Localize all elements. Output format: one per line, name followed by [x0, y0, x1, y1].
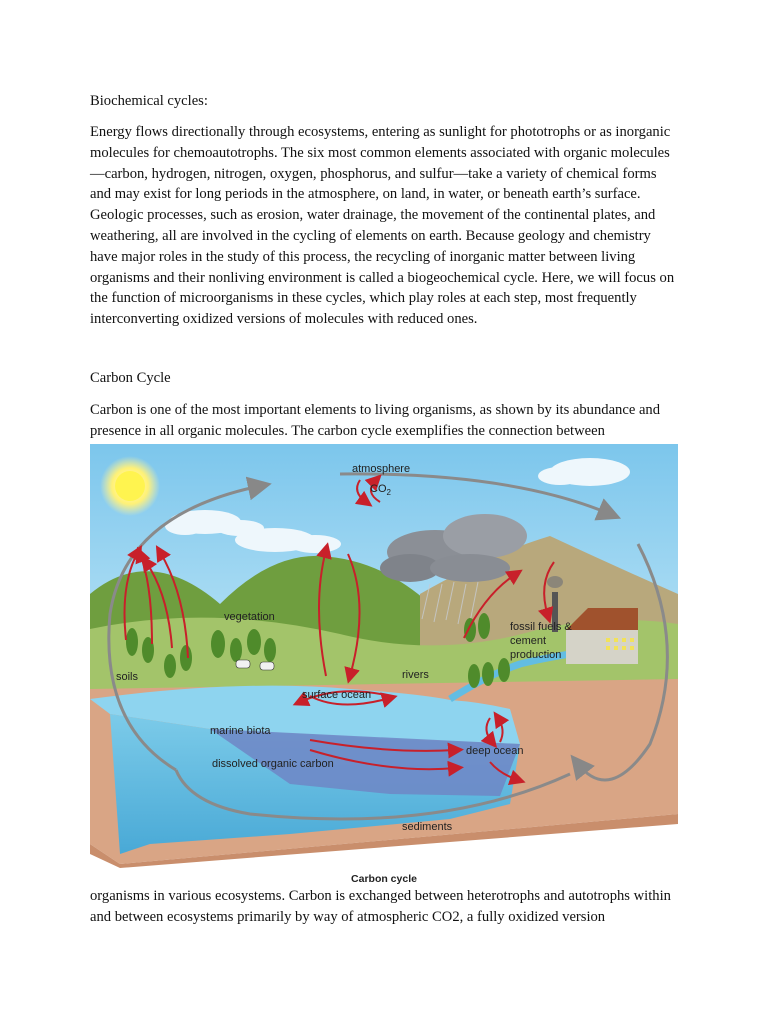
- label-sediments: sediments: [402, 821, 453, 833]
- label-co2: $CO_2$: [370, 483, 391, 497]
- carbon-cycle-illustration: [90, 444, 678, 868]
- carbon-cycle-figure: [90, 444, 678, 868]
- label-fossil-fuels-line2: cement: [510, 635, 547, 647]
- paragraph-intro: Energy flows directionally through ecosystems, entering as sunlight for phototrophs or as inorganic molecules for chemoautotrophs. The six most common elements associated with organic molecules—carbon, hydrogen, nitrogen, oxygen, phosphorus, and sulfur—take a variety of chemical forms and may exist for long periods in the atmosphere, on land, in water, or beneath earth’s surface. Geologic processes, such as erosion, water drainage, the movement of the continental plates, and weathering, all are involved in the cycling of elements on earth. Because geology and chemistry have major roles in the study of this process, the recycling of inorganic matter between living organisms and their nonliving environment is called a biogeochemical cycle. Here, we will focus on the function of microorganisms in these cycles, which play roles at each step, most frequently interconverting oxidized versions of molecules with reduced ones.: [90, 124, 675, 328]
- label-marine-biota: marine biota: [210, 725, 271, 737]
- figure-caption: Carbon cycle: [351, 873, 417, 885]
- label-fossil-fuels-line3: production: [510, 649, 562, 661]
- label-dissolved-organic-carbon: dissolved organic carbon: [212, 758, 334, 770]
- label-rivers: rivers: [402, 669, 429, 681]
- label-vegetation: vegetation: [224, 611, 275, 623]
- section-heading-biochemical-cycles: Biochemical cycles:: [90, 93, 208, 109]
- sun-core: [115, 471, 145, 501]
- label-fossil-fuels-line1: fossil fuels &: [510, 621, 572, 633]
- label-atmosphere: atmosphere: [352, 463, 411, 475]
- paragraph-carbon-intro: Carbon is one of the most important elements to living organisms, as shown by its abundance and presence in all organic molecules. The carbon cycle exemplifies the connection between: [90, 402, 661, 439]
- label-soils: soils: [116, 671, 139, 683]
- label-deep-ocean: deep ocean: [466, 745, 524, 757]
- section-heading-carbon-cycle: Carbon Cycle: [90, 370, 171, 386]
- paragraph-carbon-continued: organisms in various ecosystems. Carbon is exchanged between heterotrophs and autotrophs within and between ecosystems primarily by way of atmospheric CO2, a fully oxidized version: [90, 888, 671, 925]
- label-surface-ocean: surface ocean: [302, 689, 372, 701]
